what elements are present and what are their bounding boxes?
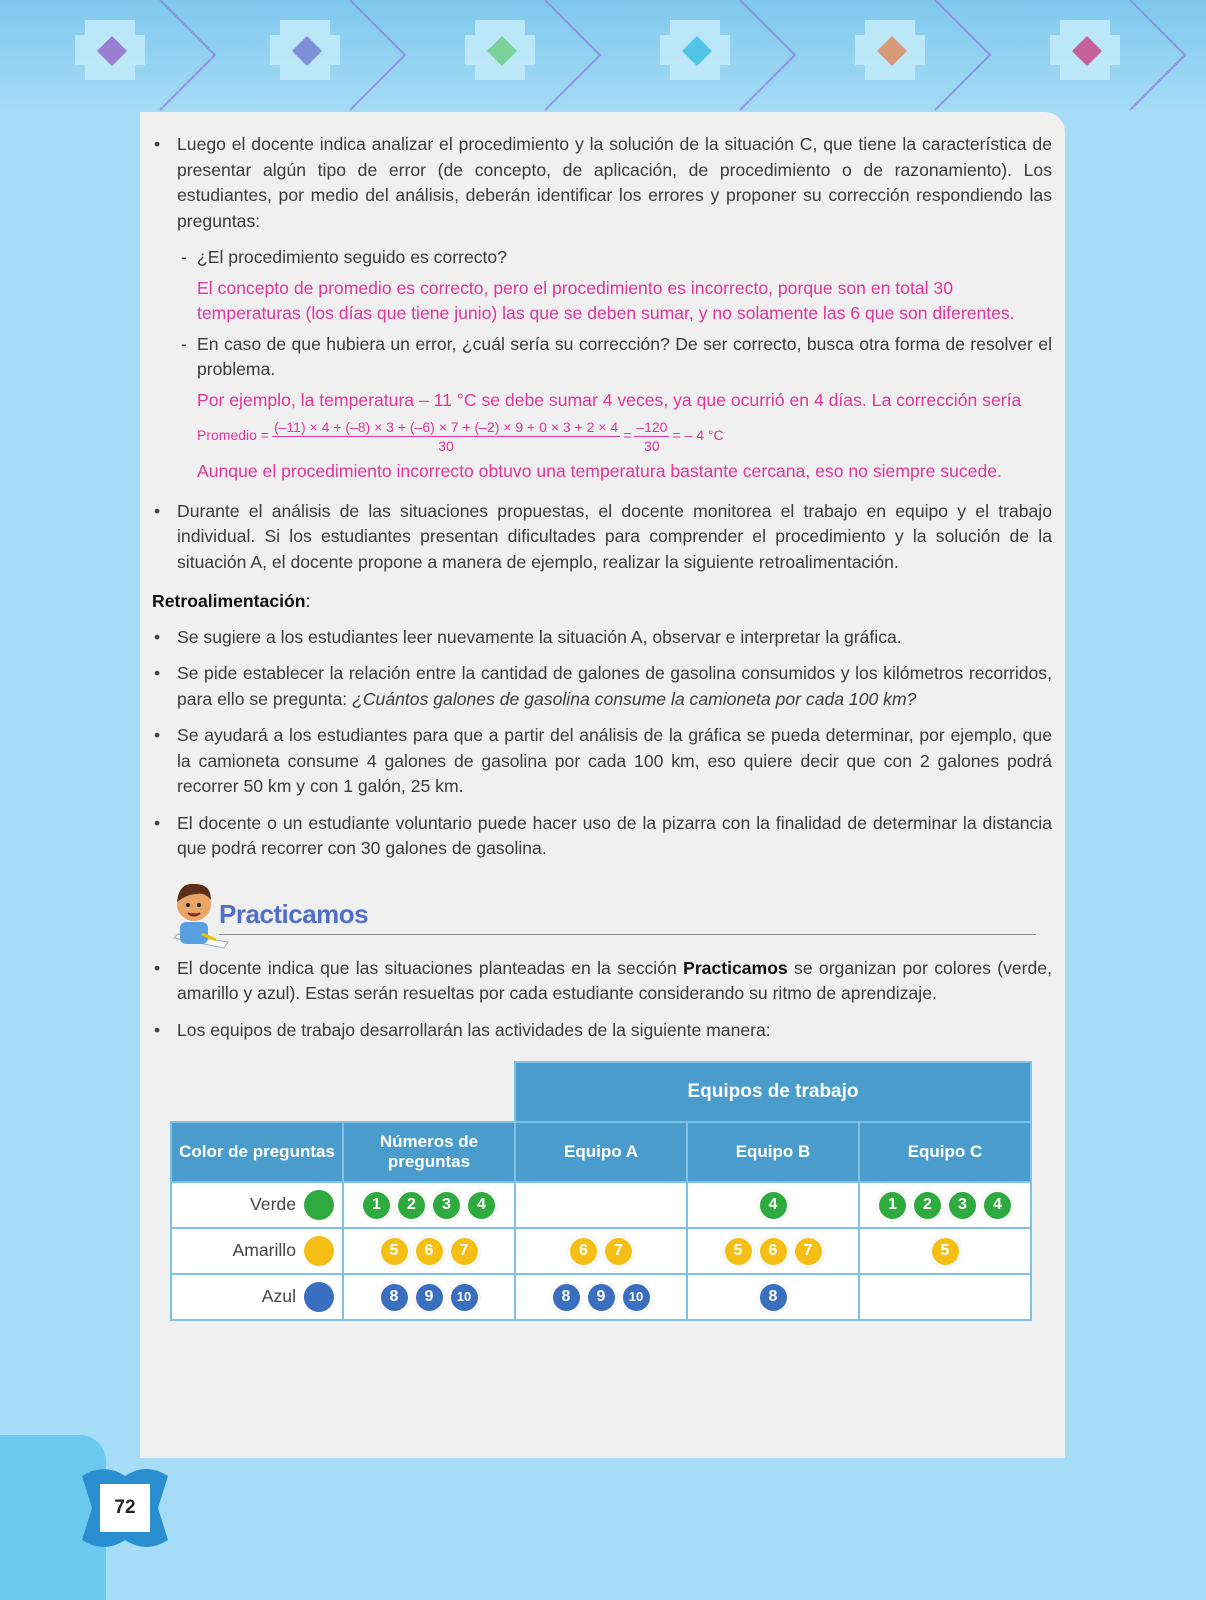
retro-heading-text: Retroalimentación <box>152 591 306 611</box>
table-row <box>171 1182 1031 1228</box>
cell-numbers <box>343 1182 515 1228</box>
practicamos-bullet-2: • Los equipos de trabajo desarrollarán las actividades de la siguiente manera: <box>152 1018 1052 1044</box>
question-number-chip: 2 <box>912 1190 943 1221</box>
question-chips <box>344 1236 514 1267</box>
header-decoration <box>0 0 1206 115</box>
color-dot <box>304 1282 334 1312</box>
color-cell <box>171 1228 343 1274</box>
bullet-analysis: • Durante el análisis de las situaciones propuestas, el docente monitorea el trabajo en equipo y el trabajo individual. Si los estudiantes presentan dificultades para comprender el procedimiento y la solución de la situación A, el docente propone a manera de ejemplo, realizar la siguiente retroalimentación. <box>152 499 1052 576</box>
table-empty-corner <box>343 1062 515 1122</box>
header-team-b: Equipo B <box>687 1122 859 1182</box>
cell-a <box>515 1228 687 1274</box>
practicamos-title: Practicamos <box>219 898 369 929</box>
question-chips <box>860 1190 1030 1221</box>
answer-2: Por ejemplo, la temperatura – 11 °C se debe sumar 4 veces, ya que ocurrió en 4 días. La corrección sería <box>197 389 1022 410</box>
header-color: Color de preguntas <box>171 1122 343 1182</box>
question-number-chip: 4 <box>982 1190 1013 1221</box>
retro-heading <box>152 589 1052 615</box>
table-row <box>171 1274 1031 1320</box>
cell-b <box>687 1182 859 1228</box>
cell-c <box>859 1274 1031 1320</box>
question-chips <box>516 1236 686 1267</box>
question-number-chip: 8 <box>758 1282 789 1313</box>
color-label-wrap <box>172 1282 342 1312</box>
retro-bullet-1: • Se sugiere a los estudiantes leer nuevamente la situación A, observar e interpretar la gráfica. <box>152 625 1052 651</box>
formula-equals: = <box>623 427 632 444</box>
question-number-chip: 2 <box>396 1190 427 1221</box>
question-chips <box>860 1236 1030 1267</box>
group-header: Equipos de trabajo <box>515 1062 1031 1122</box>
header-team-c: Equipo C <box>859 1122 1031 1182</box>
cell-c <box>859 1182 1031 1228</box>
retro-question: ¿Cuántos galones de gasolina consume la camioneta por cada 100 km? <box>352 688 917 709</box>
question-chips <box>688 1190 858 1221</box>
question-number-chip: 4 <box>466 1190 497 1221</box>
color-label: Amarillo <box>232 1240 296 1261</box>
fraction-1-numerator: (–11) × 4 + (–8) × 3 + (–6) × 7 + (–2) × 9 + 0 × 3 + 2 × 4 <box>273 418 619 435</box>
formula-label: Promedio = <box>197 427 269 444</box>
content-sheet <box>140 112 1065 1458</box>
retro-bullet-2-text: Se pide establecer la relación entre la cantidad de galones de gasolina consumidos y los kilómetros recorridos, para ello se pregunta: <box>177 663 1052 709</box>
color-dot <box>304 1190 334 1220</box>
question-number-chip: 10 <box>621 1282 652 1313</box>
practicamos-bullet-1 <box>152 956 1052 1007</box>
fraction-2-numerator: –120 <box>636 418 668 435</box>
question-number-chip: 10 <box>449 1282 480 1313</box>
average-formula <box>152 413 1052 459</box>
cell-b <box>687 1228 859 1274</box>
header-numbers: Números de preguntas <box>343 1122 515 1182</box>
retro-bullet-2 <box>152 661 1052 712</box>
divider <box>219 934 1036 935</box>
color-dot <box>304 1236 334 1266</box>
table-row <box>171 1228 1031 1274</box>
cell-a <box>515 1182 687 1228</box>
question-number-chip: 6 <box>758 1236 789 1267</box>
fraction-1 <box>272 418 620 455</box>
question-number-chip: 9 <box>586 1282 617 1313</box>
fraction-2 <box>634 418 669 455</box>
question-number-chip: 6 <box>568 1236 599 1267</box>
formula-result: = – 4 °C <box>672 427 724 444</box>
cell-a <box>515 1274 687 1320</box>
cell-numbers <box>343 1228 515 1274</box>
question-number-chip: 1 <box>877 1190 908 1221</box>
cell-c <box>859 1228 1031 1274</box>
color-label: Azul <box>261 1286 296 1307</box>
question-number-chip: 5 <box>930 1236 961 1267</box>
question-number-chip: 9 <box>414 1282 445 1313</box>
question-number-chip: 4 <box>758 1190 789 1221</box>
practicamos-bold: Practicamos <box>683 957 788 978</box>
page-number: 72 <box>114 1497 136 1518</box>
question-number-chip: 7 <box>603 1236 634 1267</box>
cell-numbers <box>343 1274 515 1320</box>
question-number-chip: 7 <box>793 1236 824 1267</box>
question-number-chip: 5 <box>723 1236 754 1267</box>
retro-bullet-3: • Se ayudará a los estudiantes para que a partir del análisis de la gráfica se pueda determinar, por ejemplo, que la camioneta consume 4 galones de gasolina por cada 100 km, eso quiere decir que con 2 galones podrá recorrer 50 km y con 1 galón, 25 km. <box>152 723 1052 800</box>
table-empty-corner <box>171 1062 343 1122</box>
cell-b <box>687 1274 859 1320</box>
practicamos-bullet-1-pre: El docente indica que las situaciones planteadas en la sección <box>177 957 684 978</box>
question-number-chip: 8 <box>551 1282 582 1313</box>
question-number-chip: 6 <box>414 1236 445 1267</box>
question-chips <box>516 1282 686 1313</box>
fraction-2-denominator: 30 <box>644 437 660 454</box>
question-chips <box>688 1236 858 1267</box>
question-1: - ¿El procedimiento seguido es correcto? <box>152 245 1052 271</box>
question-number-chip: 7 <box>449 1236 480 1267</box>
color-label: Verde <box>250 1194 296 1215</box>
teams-table <box>170 1061 1032 1321</box>
question-chips <box>344 1190 514 1221</box>
question-number-chip: 1 <box>361 1190 392 1221</box>
answer-1: El concepto de promedio es correcto, pero el procedimiento es incorrecto, porque son en total 30 temperaturas (los días que tiene junio) las que se deben sumar, y no solamente las 6 que son diferentes. <box>197 277 1015 323</box>
question-2: - En caso de que hubiera un error, ¿cuál sería su corrección? De ser correcto, busca otra forma de resolver el problema. <box>152 332 1052 383</box>
color-label-wrap <box>172 1190 342 1220</box>
color-cell <box>171 1182 343 1228</box>
fraction-1-denominator: 30 <box>438 437 454 454</box>
page-number-badge <box>82 1462 168 1554</box>
question-number-chip: 3 <box>431 1190 462 1221</box>
practicamos-bullet-1-post: se organizan por colores (verde, amarillo y azul). Estas serán resueltas por cada estudiante considerando su ritmo de aprendizaje. <box>177 957 1052 1003</box>
question-number-chip: 8 <box>379 1282 410 1313</box>
bullet-situation-c: • Luego el docente indica analizar el procedimiento y la solución de la situación C, que tiene la característica de presentar algún tipo de error (de concepto, de aplicación, de procedimiento o de razonamiento). Los estudiantes, por medio del análisis, deberán identificar los errores y proponer su corrección respondiendo las preguntas: <box>152 132 1052 234</box>
header-team-a: Equipo A <box>515 1122 687 1182</box>
color-cell <box>171 1274 343 1320</box>
answer-3: Aunque el procedimiento incorrecto obtuvo una temperatura bastante cercana, eso no siempre sucede. <box>197 461 1002 481</box>
question-number-chip: 3 <box>947 1190 978 1221</box>
retro-heading-colon: : <box>305 591 311 611</box>
practicamos-header <box>152 876 1052 956</box>
table-body <box>171 1182 1031 1320</box>
question-chips <box>344 1282 514 1313</box>
color-label-wrap <box>172 1236 342 1266</box>
question-number-chip: 5 <box>379 1236 410 1267</box>
retro-bullet-4: • El docente o un estudiante voluntario puede hacer uso de la pizarra con la finalidad de determinar la distancia que podrá recorrer con 30 galones de gasolina. <box>152 811 1052 862</box>
question-chips <box>688 1282 858 1313</box>
